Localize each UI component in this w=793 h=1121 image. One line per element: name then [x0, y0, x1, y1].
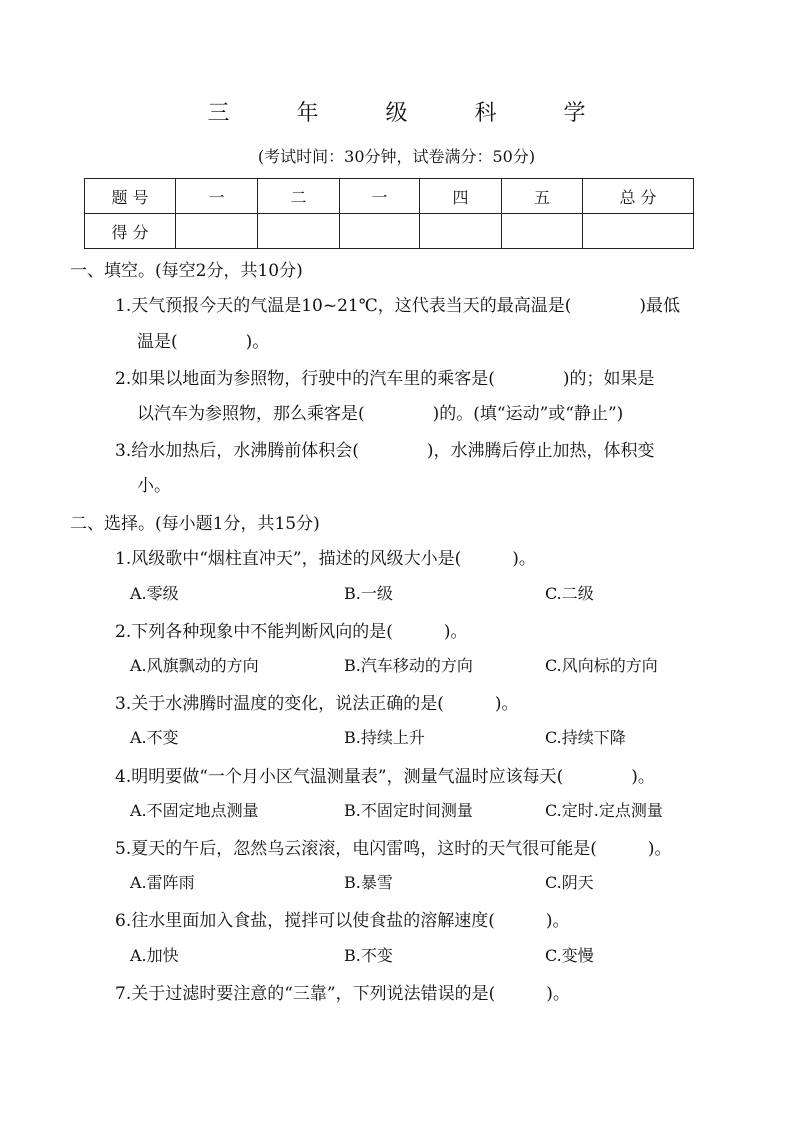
section1-heading: 一、填空。(每空2分，共10分): [70, 261, 303, 281]
choice-option-c: C.二级: [545, 584, 594, 603]
score-cell: [420, 214, 502, 249]
score-header-cell: 二: [258, 179, 340, 214]
exam-subtitle: (考试时间：30分钟，试卷满分：50分): [257, 147, 536, 166]
choice-option-b: B.持续上升: [344, 728, 425, 747]
choice-option-c: C.持续下降: [545, 728, 626, 747]
fill-question-2-line2: 以汽车为参照物，那么乘客是( )的。(填“运动”或“静止”): [137, 404, 624, 424]
score-cell: [340, 214, 420, 249]
choice-option-b: B.不固定时间测量: [344, 801, 473, 820]
score-header-cell: 五: [502, 179, 583, 214]
score-cell: [258, 214, 340, 249]
fill-question-1-line1: 1.天气预报今天的气温是10~21℃，这代表当天的最高温是( )最低: [115, 296, 681, 316]
choice-option-a: A.雷阵雨: [130, 873, 195, 892]
score-table-score-row: [85, 214, 694, 249]
exam-title: 三 年 级 科 学: [207, 101, 616, 126]
choice-question-5: 5.夏天的午后，忽然乌云滚滚，电闪雷鸣，这时的天气很可能是( )。: [115, 839, 672, 859]
choice-option-b: B.一级: [344, 584, 393, 603]
choice-question-2: 2.下列各种现象中不能判断风向的是( )。: [115, 622, 468, 642]
fill-question-2-line1: 2.如果以地面为参照物，行驶中的汽车里的乘客是( )的；如果是: [115, 369, 655, 389]
choice-option-a: A.风旗飘动的方向: [130, 656, 259, 675]
score-header-cell: 一: [176, 179, 258, 214]
fill-question-3-line2: 小。: [137, 476, 171, 496]
choice-option-c: C.定时.定点测量: [545, 801, 663, 820]
score-cell: [583, 214, 694, 249]
section2-heading: 二、选择。(每小题1分，共15分): [70, 514, 320, 534]
choice-option-c: C.风向标的方向: [545, 656, 658, 675]
choice-option-b: B.暴雪: [344, 873, 393, 892]
choice-question-6: 6.往水里面加入食盐，搅拌可以使食盐的溶解速度( )。: [115, 911, 570, 931]
choice-option-a: A.不变: [130, 728, 179, 747]
choice-option-b: B.汽车移动的方向: [344, 656, 473, 675]
score-table: [84, 178, 694, 249]
choice-question-4: 4.明明要做“一个月小区气温测量表”，测量气温时应该每天( )。: [115, 767, 655, 787]
choice-question-7: 7.关于过滤时要注意的“三靠”，下列说法错误的是( )。: [115, 984, 570, 1004]
score-cell: [176, 214, 258, 249]
choice-option-a: A.零级: [130, 584, 179, 603]
score-header-cell: 一: [340, 179, 420, 214]
fill-question-3-line1: 3.给水加热后，水沸腾前体积会( )，水沸腾后停止加热，体积变: [115, 441, 655, 461]
score-header-cell: 题 号: [85, 179, 176, 214]
choice-option-a: A.不固定地点测量: [130, 801, 259, 820]
choice-option-a: A.加快: [130, 946, 179, 965]
score-header-cell: 四: [420, 179, 502, 214]
choice-question-1: 1.风级歌中“烟柱直冲天”，描述的风级大小是( )。: [115, 549, 536, 569]
choice-question-3: 3.关于水沸腾时温度的变化，说法正确的是( )。: [115, 694, 519, 714]
score-cell: [502, 214, 583, 249]
score-row-label: 得 分: [85, 214, 176, 249]
fill-question-1-line2: 温是( )。: [137, 332, 270, 352]
score-header-cell: 总 分: [583, 179, 694, 214]
choice-option-b: B.不变: [344, 946, 393, 965]
score-table-header-row: [85, 179, 694, 214]
choice-option-c: C.变慢: [545, 946, 594, 965]
choice-option-c: C.阴天: [545, 873, 594, 892]
